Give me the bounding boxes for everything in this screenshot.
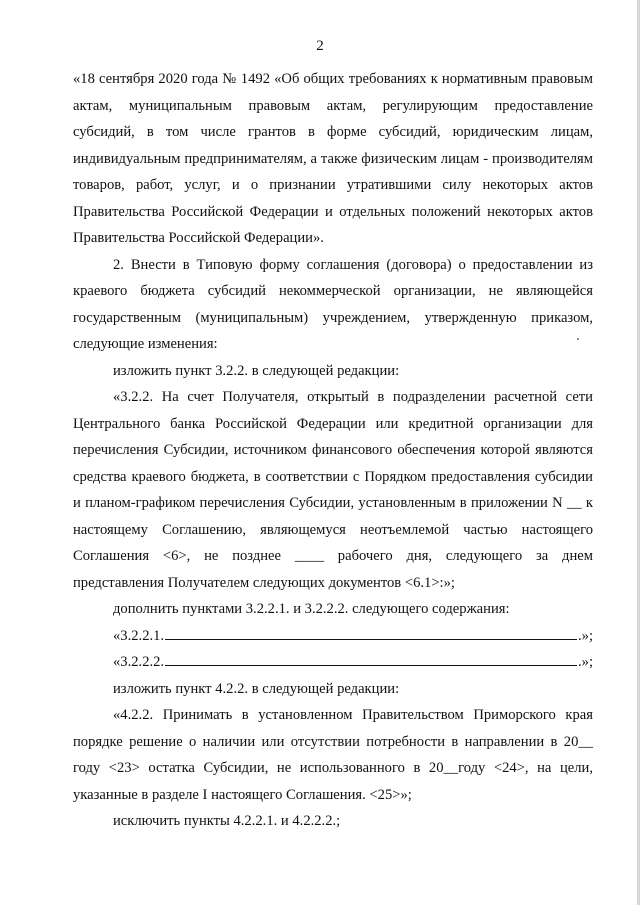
paragraph-instruction: исключить пункты 4.2.2.1. и 4.2.2.2.;	[113, 813, 341, 829]
blank-clause-ending: .»;	[578, 654, 593, 670]
blank-clause-3-2-2-1	[73, 623, 593, 650]
blank-clause-label: «3.2.2.1.	[113, 627, 165, 644]
blank-clause-ending: .»;	[578, 627, 593, 644]
blank-clause-3-2-2-2	[73, 649, 593, 676]
fill-line	[165, 625, 577, 640]
paragraph-instruction: дополнить пунктами 3.2.2.1. и 3.2.2.2. следующего содержания:	[113, 601, 510, 617]
document-body	[73, 66, 593, 835]
paragraph-instruction: изложить пункт 3.2.2. в следующей редакции:	[113, 362, 400, 379]
blank-clause-label: «3.2.2.2.	[113, 654, 165, 670]
paragraph-clause-3-2-2: «3.2.2. На счет Получателя, открытый в подразделении расчетной сети Центрального банка Российской Федерации или кредитной организации для перечисления Субсидии, источником финансового обеспечения которой являются средства краевого бюджета, в соответствии с Порядком предоставления субсидии и планом-графиком перечисления Субсидии, установленным в приложении N __ к настоящему Соглашению, являющемуся неотъемлемой частью настоящего Соглашения <6>, не позднее ____ рабочего дня, следующего за днем представления Получателем следующих документов <6.1>:»;	[73, 389, 593, 591]
paragraph-continuation: «18 сентября 2020 года № 1492 «Об общих требованиях к нормативным правовым актам, муниципальным правовым актам, регулирующим предоставление субсидий, в том числе грантов в форме субсидий, юридическим лицам, индивидуальным предпринимателям, а также физическим лицам - производителям товаров, работ, услуг, и о признании утратившими силу некоторых актов Правительства Российской Федерации и отдельных положений некоторых актов Правительства Российской Федерации».	[73, 71, 593, 246]
fill-line	[165, 651, 577, 666]
paragraph-clause-4-2-2: «4.2.2. Принимать в установленном Правительством Приморского края порядке решение о наличии или отсутствии потребности в направлении в 20__ году <23> остатка Субсидии, не использованного в 20__году <24>, на цели, указанные в разделе I настоящего Соглашения. <25>»;	[73, 707, 593, 803]
paragraph-item-2: 2. Внести в Типовую форму соглашения (договора) о предоставлении из краевого бюджета субсидий некоммерческой организации, не являющейся государственным (муниципальным) учреждением, утвержденную приказом, следующие изменения:	[73, 256, 593, 352]
page-number: 2	[316, 38, 324, 54]
paragraph-instruction: изложить пункт 4.2.2. в следующей редакции:	[113, 680, 400, 697]
